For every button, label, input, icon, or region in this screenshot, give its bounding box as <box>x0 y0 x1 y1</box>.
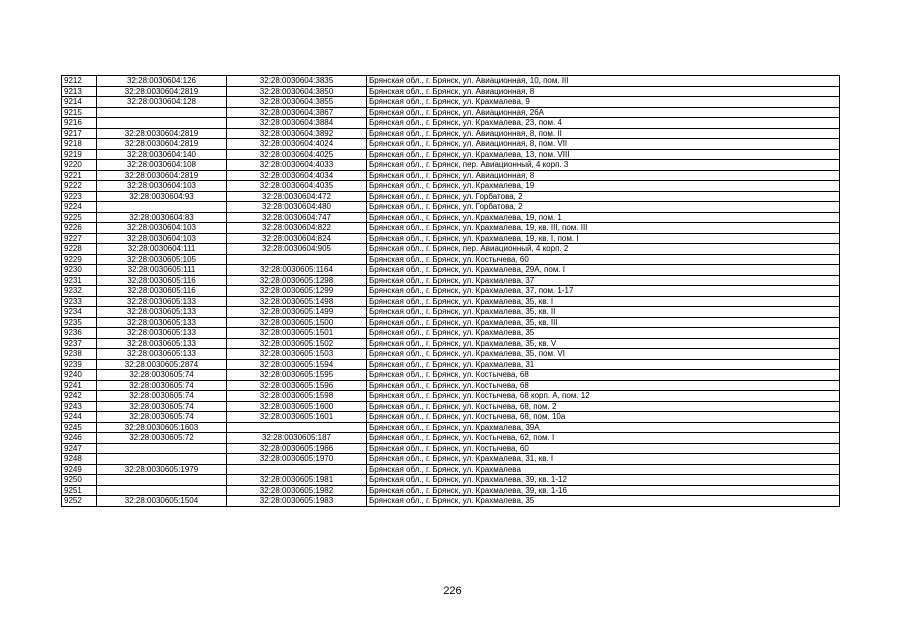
row-number-cell: 9251 <box>62 485 97 496</box>
row-number-cell: 9239 <box>62 359 97 370</box>
parcel-cadastral-number-cell <box>97 107 227 118</box>
parcel-cadastral-number-cell: 32:28:0030605:133 <box>97 307 227 318</box>
object-cadastral-number-cell: 32:28:0030604:824 <box>227 233 367 244</box>
parcel-cadastral-number-cell: 32:28:0030604:128 <box>97 97 227 108</box>
row-number-cell: 9248 <box>62 454 97 465</box>
table-row <box>62 254 840 265</box>
row-number-cell: 9249 <box>62 464 97 475</box>
table-row <box>62 422 840 433</box>
row-number-cell: 9212 <box>62 76 97 87</box>
table-row <box>62 233 840 244</box>
object-cadastral-number-cell: 32:28:0030604:4035 <box>227 181 367 192</box>
object-cadastral-number-cell: 32:28:0030604:3855 <box>227 97 367 108</box>
parcel-cadastral-number-cell: 32:28:0030605:111 <box>97 265 227 276</box>
table-row <box>62 412 840 423</box>
table-row <box>62 265 840 276</box>
table-row <box>62 443 840 454</box>
parcel-cadastral-number-cell: 32:28:0030604:108 <box>97 160 227 171</box>
row-number-cell: 9250 <box>62 475 97 486</box>
row-number-cell: 9244 <box>62 412 97 423</box>
table-row <box>62 454 840 465</box>
table-row <box>62 370 840 381</box>
object-cadastral-number-cell: 32:28:0030604:4024 <box>227 139 367 150</box>
row-number-cell: 9231 <box>62 275 97 286</box>
parcel-cadastral-number-cell: 32:28:0030605:1979 <box>97 464 227 475</box>
object-cadastral-number-cell: 32:28:0030604:3850 <box>227 86 367 97</box>
object-cadastral-number-cell: 32:28:0030604:4033 <box>227 160 367 171</box>
object-cadastral-number-cell <box>227 464 367 475</box>
table-row <box>62 338 840 349</box>
row-number-cell: 9242 <box>62 391 97 402</box>
object-cadastral-number-cell: 32:28:0030605:1970 <box>227 454 367 465</box>
object-cadastral-number-cell: 32:28:0030604:4034 <box>227 170 367 181</box>
object-cadastral-number-cell: 32:28:0030605:1500 <box>227 317 367 328</box>
parcel-cadastral-number-cell: 32:28:0030604:2819 <box>97 128 227 139</box>
parcel-cadastral-number-cell: 32:28:0030605:133 <box>97 296 227 307</box>
parcel-cadastral-number-cell: 32:28:0030604:140 <box>97 149 227 160</box>
table-row <box>62 202 840 213</box>
table-row <box>62 296 840 307</box>
address-cell: Брянская обл., г. Брянск, ул. Крахмалева, 39, кв. 1-16 <box>367 485 840 496</box>
row-number-cell: 9216 <box>62 118 97 129</box>
table-row <box>62 107 840 118</box>
address-cell: Брянская обл., г. Брянск, ул. Крахмалева, 31 <box>367 359 840 370</box>
row-number-cell: 9225 <box>62 212 97 223</box>
address-cell: Брянская обл., г. Брянск, ул. Костычева, 62, пом. I <box>367 433 840 444</box>
parcel-cadastral-number-cell: 32:28:0030604:2819 <box>97 139 227 150</box>
object-cadastral-number-cell: 32:28:0030604:480 <box>227 202 367 213</box>
parcel-cadastral-number-cell: 32:28:0030605:105 <box>97 254 227 265</box>
parcel-cadastral-number-cell: 32:28:0030604:83 <box>97 212 227 223</box>
table-row <box>62 76 840 87</box>
table-row <box>62 160 840 171</box>
object-cadastral-number-cell <box>227 422 367 433</box>
parcel-cadastral-number-cell: 32:28:0030605:74 <box>97 370 227 381</box>
parcel-cadastral-number-cell <box>97 454 227 465</box>
table-row <box>62 97 840 108</box>
row-number-cell: 9223 <box>62 191 97 202</box>
table-row <box>62 380 840 391</box>
object-cadastral-number-cell: 32:28:0030605:1164 <box>227 265 367 276</box>
row-number-cell: 9233 <box>62 296 97 307</box>
address-cell: Брянская обл., г. Брянск, ул. Авиационная, 10, пом. III <box>367 76 840 87</box>
object-cadastral-number-cell: 32:28:0030604:3892 <box>227 128 367 139</box>
object-cadastral-number-cell: 32:28:0030605:1503 <box>227 349 367 360</box>
row-number-cell: 9213 <box>62 86 97 97</box>
parcel-cadastral-number-cell: 32:28:0030605:74 <box>97 401 227 412</box>
object-cadastral-number-cell: 32:28:0030605:187 <box>227 433 367 444</box>
table-body <box>62 76 840 507</box>
parcel-cadastral-number-cell <box>97 202 227 213</box>
table-row <box>62 275 840 286</box>
address-cell: Брянская обл., г. Брянск, ул. Крахмалева, 29А, пом. I <box>367 265 840 276</box>
row-number-cell: 9229 <box>62 254 97 265</box>
address-cell: Брянская обл., г. Брянск, ул. Авиационная, 8, пом. II <box>367 128 840 139</box>
object-cadastral-number-cell: 32:28:0030605:1983 <box>227 496 367 507</box>
property-registry-table <box>61 75 840 507</box>
object-cadastral-number-cell: 32:28:0030604:747 <box>227 212 367 223</box>
object-cadastral-number-cell: 32:28:0030604:822 <box>227 223 367 234</box>
address-cell: Брянская обл., г. Брянск, пер. Авиационный, 4 корп. 3 <box>367 160 840 171</box>
address-cell: Брянская обл., г. Брянск, ул. Крахмалева, 37, пом. 1-17 <box>367 286 840 297</box>
object-cadastral-number-cell: 32:28:0030605:1502 <box>227 338 367 349</box>
address-cell: Брянская обл., г. Брянск, ул. Крахмалева, 35 <box>367 328 840 339</box>
parcel-cadastral-number-cell: 32:28:0030605:2874 <box>97 359 227 370</box>
object-cadastral-number-cell: 32:28:0030605:1596 <box>227 380 367 391</box>
address-cell: Брянская обл., г. Брянск, ул. Авиационная, 8 <box>367 170 840 181</box>
row-number-cell: 9235 <box>62 317 97 328</box>
table-row <box>62 485 840 496</box>
object-cadastral-number-cell: 32:28:0030604:3867 <box>227 107 367 118</box>
parcel-cadastral-number-cell <box>97 475 227 486</box>
parcel-cadastral-number-cell: 32:28:0030604:2819 <box>97 170 227 181</box>
table-row <box>62 328 840 339</box>
object-cadastral-number-cell <box>227 254 367 265</box>
table-row <box>62 170 840 181</box>
object-cadastral-number-cell: 32:28:0030605:1982 <box>227 485 367 496</box>
parcel-cadastral-number-cell: 32:28:0030604:2819 <box>97 86 227 97</box>
table-row <box>62 391 840 402</box>
address-cell: Брянская обл., г. Брянск, ул. Крахмалева <box>367 464 840 475</box>
table-row <box>62 317 840 328</box>
address-cell: Брянская обл., г. Брянск, ул. Крахмалева, 19, кв. III, пом. III <box>367 223 840 234</box>
table-row <box>62 128 840 139</box>
parcel-cadastral-number-cell: 32:28:0030604:103 <box>97 223 227 234</box>
row-number-cell: 9240 <box>62 370 97 381</box>
row-number-cell: 9252 <box>62 496 97 507</box>
row-number-cell: 9246 <box>62 433 97 444</box>
object-cadastral-number-cell: 32:28:0030605:1499 <box>227 307 367 318</box>
object-cadastral-number-cell: 32:28:0030605:1598 <box>227 391 367 402</box>
object-cadastral-number-cell: 32:28:0030604:472 <box>227 191 367 202</box>
row-number-cell: 9238 <box>62 349 97 360</box>
table-row <box>62 149 840 160</box>
parcel-cadastral-number-cell: 32:28:0030605:74 <box>97 380 227 391</box>
table-row <box>62 401 840 412</box>
address-cell: Брянская обл., г. Брянск, ул. Крахмалева, 35, кв. II <box>367 307 840 318</box>
row-number-cell: 9222 <box>62 181 97 192</box>
address-cell: Брянская обл., г. Брянск, ул. Крахмалева, 19, пом. 1 <box>367 212 840 223</box>
table-row <box>62 349 840 360</box>
table-row <box>62 475 840 486</box>
object-cadastral-number-cell: 32:28:0030604:4025 <box>227 149 367 160</box>
address-cell: Брянская обл., г. Брянск, ул. Крахмалева, 31, кв. I <box>367 454 840 465</box>
row-number-cell: 9230 <box>62 265 97 276</box>
address-cell: Брянская обл., г. Брянск, ул. Костычева, 60 <box>367 443 840 454</box>
object-cadastral-number-cell: 32:28:0030605:1595 <box>227 370 367 381</box>
address-cell: Брянская обл., г. Брянск, ул. Крахмалева, 13, пом. VIII <box>367 149 840 160</box>
address-cell: Брянская обл., г. Брянск, ул. Костычева, 68 <box>367 380 840 391</box>
parcel-cadastral-number-cell: 32:28:0030605:133 <box>97 317 227 328</box>
parcel-cadastral-number-cell: 32:28:0030605:116 <box>97 286 227 297</box>
address-cell: Брянская обл., г. Брянск, ул. Крахмалева, 19, кв. I, пом. I <box>367 233 840 244</box>
object-cadastral-number-cell: 32:28:0030605:1601 <box>227 412 367 423</box>
row-number-cell: 9228 <box>62 244 97 255</box>
row-number-cell: 9214 <box>62 97 97 108</box>
parcel-cadastral-number-cell: 32:28:0030605:116 <box>97 275 227 286</box>
object-cadastral-number-cell: 32:28:0030605:1966 <box>227 443 367 454</box>
address-cell: Брянская обл., г. Брянск, ул. Костычева, 68, пом. 2 <box>367 401 840 412</box>
parcel-cadastral-number-cell: 32:28:0030605:74 <box>97 391 227 402</box>
row-number-cell: 9226 <box>62 223 97 234</box>
address-cell: Брянская обл., г. Брянск, ул. Авиационная, 8, пом. VII <box>367 139 840 150</box>
table-row <box>62 433 840 444</box>
object-cadastral-number-cell: 32:28:0030605:1600 <box>227 401 367 412</box>
address-cell: Брянская обл., г. Брянск, ул. Крахмалева, 35, пом. VI <box>367 349 840 360</box>
parcel-cadastral-number-cell: 32:28:0030605:72 <box>97 433 227 444</box>
table-row <box>62 307 840 318</box>
row-number-cell: 9247 <box>62 443 97 454</box>
table-row <box>62 118 840 129</box>
address-cell: Брянская обл., г. Брянск, ул. Горбатова, 2 <box>367 191 840 202</box>
parcel-cadastral-number-cell: 32:28:0030604:93 <box>97 191 227 202</box>
row-number-cell: 9227 <box>62 233 97 244</box>
table-row <box>62 212 840 223</box>
parcel-cadastral-number-cell <box>97 118 227 129</box>
address-cell: Брянская обл., г. Брянск, ул. Крахмалева, 35, кв. I <box>367 296 840 307</box>
table-row <box>62 464 840 475</box>
table-row <box>62 181 840 192</box>
object-cadastral-number-cell: 32:28:0030604:3835 <box>227 76 367 87</box>
row-number-cell: 9224 <box>62 202 97 213</box>
parcel-cadastral-number-cell: 32:28:0030604:103 <box>97 181 227 192</box>
parcel-cadastral-number-cell: 32:28:0030605:74 <box>97 412 227 423</box>
row-number-cell: 9219 <box>62 149 97 160</box>
address-cell: Брянская обл., г. Брянск, ул. Крахмалева, 9 <box>367 97 840 108</box>
address-cell: Брянская обл., г. Брянск, ул. Крахмалева, 39, кв. 1-12 <box>367 475 840 486</box>
parcel-cadastral-number-cell: 32:28:0030605:133 <box>97 328 227 339</box>
parcel-cadastral-number-cell: 32:28:0030604:103 <box>97 233 227 244</box>
address-cell: Брянская обл., г. Брянск, ул. Горбатова, 2 <box>367 202 840 213</box>
parcel-cadastral-number-cell: 32:28:0030605:1603 <box>97 422 227 433</box>
table-row <box>62 86 840 97</box>
parcel-cadastral-number-cell <box>97 443 227 454</box>
object-cadastral-number-cell: 32:28:0030605:1501 <box>227 328 367 339</box>
row-number-cell: 9241 <box>62 380 97 391</box>
table-row <box>62 191 840 202</box>
address-cell: Брянская обл., г. Брянск, ул. Крахмалева, 35, кв. III <box>367 317 840 328</box>
address-cell: Брянская обл., г. Брянск, ул. Авиационная, 8 <box>367 86 840 97</box>
row-number-cell: 9218 <box>62 139 97 150</box>
page-number: 226 <box>443 585 462 597</box>
address-cell: Брянская обл., г. Брянск, ул. Костычева, 68 <box>367 370 840 381</box>
object-cadastral-number-cell: 32:28:0030604:3884 <box>227 118 367 129</box>
address-cell: Брянская обл., г. Брянск, ул. Авиационная, 26А <box>367 107 840 118</box>
address-cell: Брянская обл., г. Брянск, ул. Крахмалева, 35, кв. V <box>367 338 840 349</box>
address-cell: Брянская обл., г. Брянск, пер. Авиационный, 4 корп. 2 <box>367 244 840 255</box>
table-row <box>62 223 840 234</box>
row-number-cell: 9215 <box>62 107 97 118</box>
parcel-cadastral-number-cell: 32:28:0030604:126 <box>97 76 227 87</box>
parcel-cadastral-number-cell: 32:28:0030605:133 <box>97 349 227 360</box>
row-number-cell: 9245 <box>62 422 97 433</box>
address-cell: Брянская обл., г. Брянск, ул. Крахмалева, 37 <box>367 275 840 286</box>
row-number-cell: 9243 <box>62 401 97 412</box>
table-row <box>62 139 840 150</box>
parcel-cadastral-number-cell: 32:28:0030605:1504 <box>97 496 227 507</box>
row-number-cell: 9221 <box>62 170 97 181</box>
table-row <box>62 244 840 255</box>
address-cell: Брянская обл., г. Брянск, ул. Крахмалева, 19 <box>367 181 840 192</box>
row-number-cell: 9232 <box>62 286 97 297</box>
parcel-cadastral-number-cell: 32:28:0030604:111 <box>97 244 227 255</box>
table-row <box>62 359 840 370</box>
row-number-cell: 9236 <box>62 328 97 339</box>
address-cell: Брянская обл., г. Брянск, ул. Крахмалева, 35 <box>367 496 840 507</box>
object-cadastral-number-cell: 32:28:0030605:1981 <box>227 475 367 486</box>
object-cadastral-number-cell: 32:28:0030604:905 <box>227 244 367 255</box>
object-cadastral-number-cell: 32:28:0030605:1594 <box>227 359 367 370</box>
row-number-cell: 9217 <box>62 128 97 139</box>
row-number-cell: 9234 <box>62 307 97 318</box>
address-cell: Брянская обл., г. Брянск, ул. Крахмалева, 39А <box>367 422 840 433</box>
parcel-cadastral-number-cell <box>97 485 227 496</box>
table-row <box>62 496 840 507</box>
parcel-cadastral-number-cell: 32:28:0030605:133 <box>97 338 227 349</box>
table-row <box>62 286 840 297</box>
object-cadastral-number-cell: 32:28:0030605:1498 <box>227 296 367 307</box>
address-cell: Брянская обл., г. Брянск, ул. Костычева, 68, пом. 10а <box>367 412 840 423</box>
address-cell: Брянская обл., г. Брянск, ул. Костычева, 68 корп. А, пом. 12 <box>367 391 840 402</box>
object-cadastral-number-cell: 32:28:0030605:1299 <box>227 286 367 297</box>
address-cell: Брянская обл., г. Брянск, ул. Крахмалева, 23, пом. 4 <box>367 118 840 129</box>
object-cadastral-number-cell: 32:28:0030605:1298 <box>227 275 367 286</box>
row-number-cell: 9237 <box>62 338 97 349</box>
address-cell: Брянская обл., г. Брянск, ул. Костычева, 60 <box>367 254 840 265</box>
row-number-cell: 9220 <box>62 160 97 171</box>
